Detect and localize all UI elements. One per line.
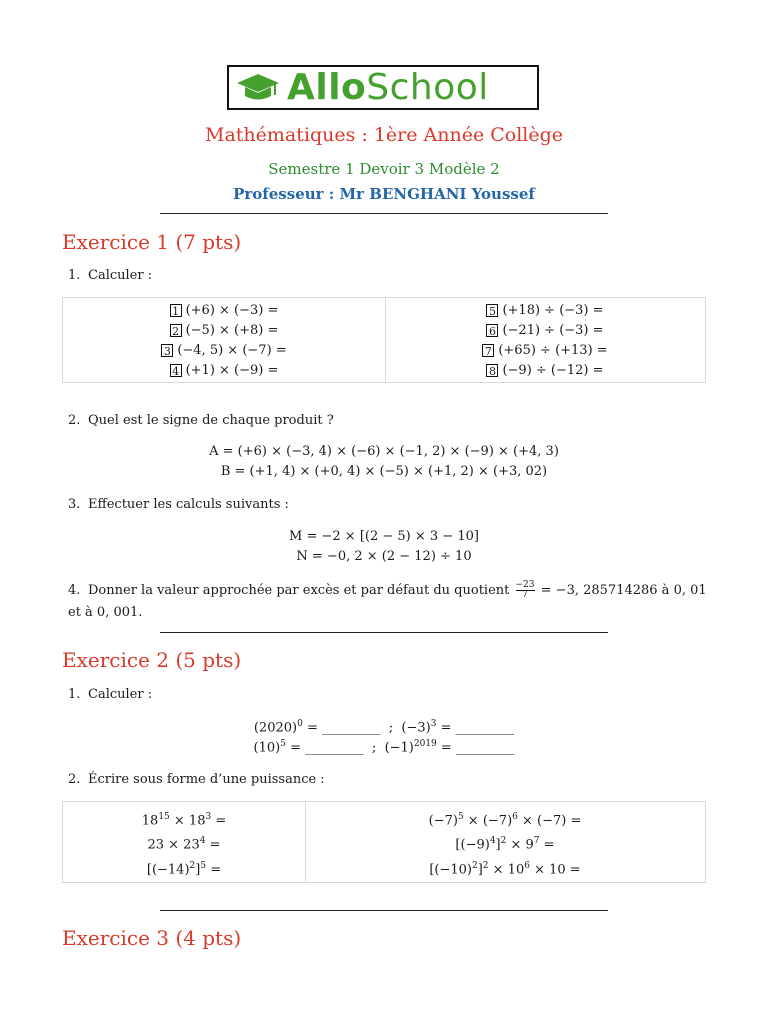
power-item: $23 \times 23^4$ = (147, 836, 221, 853)
exercise-3-title: Exercice 3 (4 pts) (62, 926, 242, 950)
calc-item: 4 (+1) × (−9) = (63, 361, 385, 381)
power-item: $[(-10)^2]^2 \times 10^6 \times 10$ = (429, 860, 581, 877)
powers-line-1: $(2020)^0$ = _________ ; $(-3)^3$ = _________ (253, 719, 515, 736)
logo-text: AlloSchool (287, 66, 489, 108)
divider (160, 910, 608, 911)
ex1-question-1: 1. Calculer : (68, 268, 153, 283)
calc-item: 7 (+65) ÷ (+13) = (385, 341, 705, 361)
powers-line-2: $(10)^5$ = _________ ; $(-1)^{2019}$ = _________ (253, 739, 515, 756)
calc-item: 6 (−21) ÷ (−3) = (385, 321, 705, 341)
calc-item: 8 (−9) ÷ (−12) = (385, 361, 705, 381)
exercise-1-title: Exercice 1 (7 pts) (62, 230, 242, 254)
calc-item: 5 (+18) ÷ (−3) = (385, 301, 705, 321)
calc-item: 1 (+6) × (−3) = (63, 301, 385, 321)
teacher-line: Professeur : Mr BENGHANI Youssef (233, 185, 535, 203)
power-item: $[(-14)^2]^5$ = (146, 860, 222, 877)
ex2-powers-table (62, 801, 706, 883)
expression-M: M = −2 × [(2 − 5) × 3 − 10] (289, 529, 479, 544)
exercise-2-title: Exercice 2 (5 pts) (62, 648, 242, 672)
table-left-cell (63, 298, 386, 382)
ex1-question-4: 4. Donner la valeur approchée par excès et par défaut du quotient $\frac{-23}{7}$ = −3, 285714286 à 0, 01 et à 0, 001. (68, 580, 707, 620)
power-item: $(-7)^5 \times (-7)^6 \times (-7)$ = (428, 812, 582, 829)
expression-A: A = (+6) × (−3, 4) × (−6) × (−1, 2) × (−9) × (+4, 3) (209, 444, 559, 459)
expression-N: N = −0, 2 × (2 − 12) ÷ 10 (296, 549, 472, 564)
ex1-question-2: 2. Quel est le signe de chaque produit ? (68, 413, 334, 428)
graduation-cap-icon (235, 71, 281, 105)
semester-line: Semestre 1 Devoir 3 Modèle 2 (268, 160, 500, 178)
power-item: $[(-9)^4]^2 \times 9^7$ = (455, 836, 555, 853)
alloschool-logo (227, 65, 539, 110)
divider (160, 213, 608, 214)
calc-item: 2 (−5) × (+8) = (63, 321, 385, 341)
calc-item: 3 (−4, 5) × (−7) = (63, 341, 385, 361)
table-right-cell (305, 802, 705, 882)
ex1-question-3: 3. Effectuer les calculs suivants : (68, 497, 289, 512)
ex1-calc-table (62, 297, 706, 383)
power-item: $18^{15} \times 18^3$ = (141, 812, 227, 829)
divider (160, 632, 608, 633)
ex2-question-2: 2. Écrire sous forme d’une puissance : (68, 772, 325, 787)
ex2-question-1: 1. Calculer : (68, 687, 153, 702)
expression-B: B = (+1, 4) × (+0, 4) × (−5) × (+1, 2) × (+3, 02) (220, 464, 548, 479)
table-right-cell (385, 298, 705, 382)
fraction: $\frac{-23}{7}$ (515, 580, 535, 600)
subject-title: Mathématiques : 1ère Année Collège (204, 124, 564, 146)
table-left-cell (63, 802, 306, 882)
